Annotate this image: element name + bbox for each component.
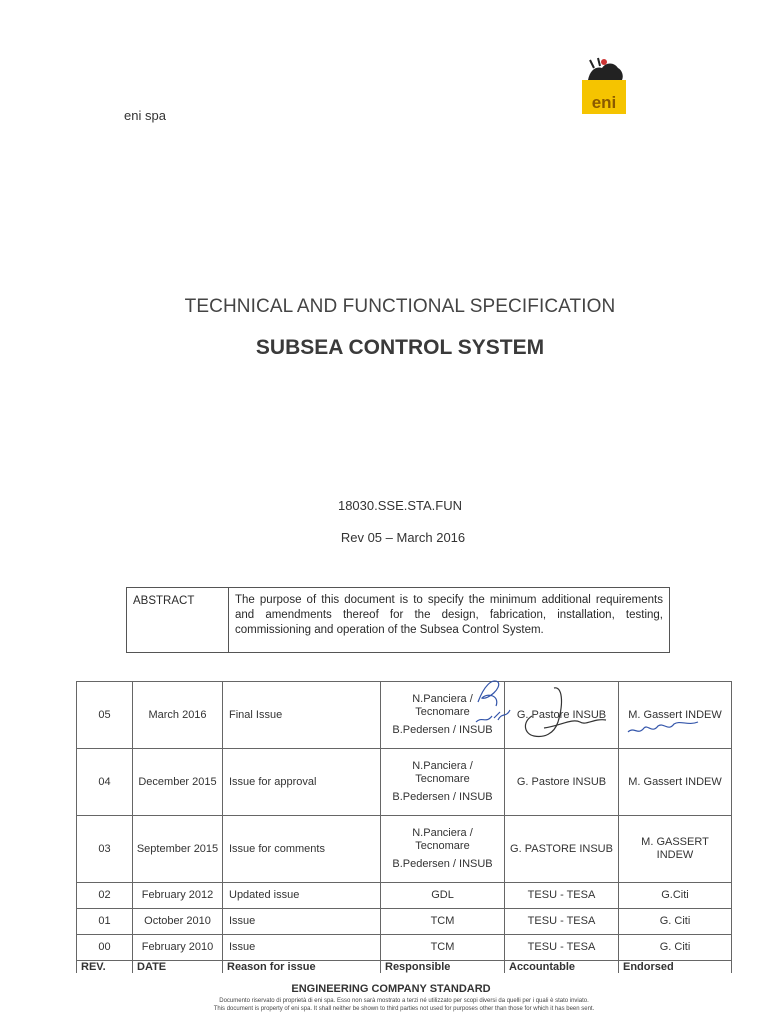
endorsed-cell: M. Gassert INDEW [619,682,732,749]
date-cell: October 2010 [133,909,223,935]
abstract-label: ABSTRACT [127,588,229,652]
table-row [77,883,732,909]
footer-note-italian: Documento riservato di proprietà di eni spa. Esso non sarà mostrato a terzi né utilizzato per scopi diversi da quelli per i quali è stato inviato. [219,998,589,1004]
date-cell: September 2015 [133,816,223,883]
table-row [77,935,732,961]
table-header-row [77,961,732,974]
document-title: TECHNICAL AND FUNCTIONAL SPECIFICATION [184,296,616,317]
rev-cell: 05 [77,682,133,749]
reason-cell: Updated issue [223,883,381,909]
reason-cell: Issue for approval [223,749,381,816]
abstract-text: The purpose of this document is to specify the minimum additional requirements and amendments thereof for the design, fabrication, installation, testing, commissioning and operation of the Subsea Control System. [235,594,663,636]
signature-endorsed [624,712,704,742]
responsible-cell: GDL [381,883,505,909]
accountable-cell: TESU - TESA [505,935,619,961]
signature-accountable [514,682,614,742]
rev-cell: 00 [77,935,133,961]
reason-cell: Issue [223,935,381,961]
date-cell: February 2012 [133,883,223,909]
accountable-cell: TESU - TESA [505,883,619,909]
responsible-line-2: B.Pedersen / INSUB [392,791,493,803]
date-cell: March 2016 [133,682,223,749]
rev-cell: 04 [77,749,133,816]
table-row [77,749,732,816]
reason-cell: Issue [223,909,381,935]
accountable-cell: TESU - TESA [505,909,619,935]
footer-note-english: This document is property of eni spa. It shall neither be shown to third parties not used for purposes other than those for which it has been sent. [213,1006,595,1012]
endorsed-cell: G.Citi [619,883,732,909]
rev-cell: 03 [77,816,133,883]
endorsed-cell: M. GASSERT INDEW [619,816,732,883]
endorsed-cell: G. Citi [619,935,732,961]
endorsed-cell: M. Gassert INDEW [619,749,732,816]
responsible-line-2: B.Pedersen / INSUB [392,724,493,736]
accountable-cell: G. Pastore INSUB [505,749,619,816]
responsible-cell [381,749,505,816]
footer-title: ENGINEERING COMPANY STANDARD [291,983,491,995]
accountable-cell: G. Pastore INSUB [505,682,619,749]
header-accountable: Accountable [505,961,619,974]
accountable-cell: G. PASTORE INSUB [505,816,619,883]
document-revision: Rev 05 – March 2016 [340,530,466,545]
abstract-box [126,587,670,653]
header-rev: REV. [77,961,133,974]
reason-cell: Final Issue [223,682,381,749]
responsible-line-1: N.Panciera / Tecnomare [412,827,473,852]
company-name: eni spa [124,108,166,123]
responsible-line-1: N.Panciera / Tecnomare [412,693,473,718]
header-endorsed: Endorsed [619,961,732,974]
responsible-line-2: B.Pedersen / INSUB [392,858,493,870]
rev-cell: 02 [77,883,133,909]
rev-cell: 01 [77,909,133,935]
document-number: 18030.SSE.STA.FUN [337,498,463,513]
date-cell: December 2015 [133,749,223,816]
document-subtitle: SUBSEA CONTROL SYSTEM [255,336,545,359]
logo-text: eni [591,93,617,112]
responsible-cell: TCM [381,909,505,935]
table-row [77,816,732,883]
reason-cell: Issue for comments [223,816,381,883]
signature-responsible [470,672,520,732]
responsible-line-1: N.Panciera / Tecnomare [412,760,473,785]
table-row [77,909,732,935]
responsible-cell: TCM [381,935,505,961]
eni-logo [580,56,628,116]
endorsed-cell: G. Citi [619,909,732,935]
header-date: DATE [133,961,223,974]
header-reason: Reason for issue [223,961,381,974]
header-responsible: Responsible [381,961,505,974]
date-cell: February 2010 [133,935,223,961]
responsible-cell [381,816,505,883]
